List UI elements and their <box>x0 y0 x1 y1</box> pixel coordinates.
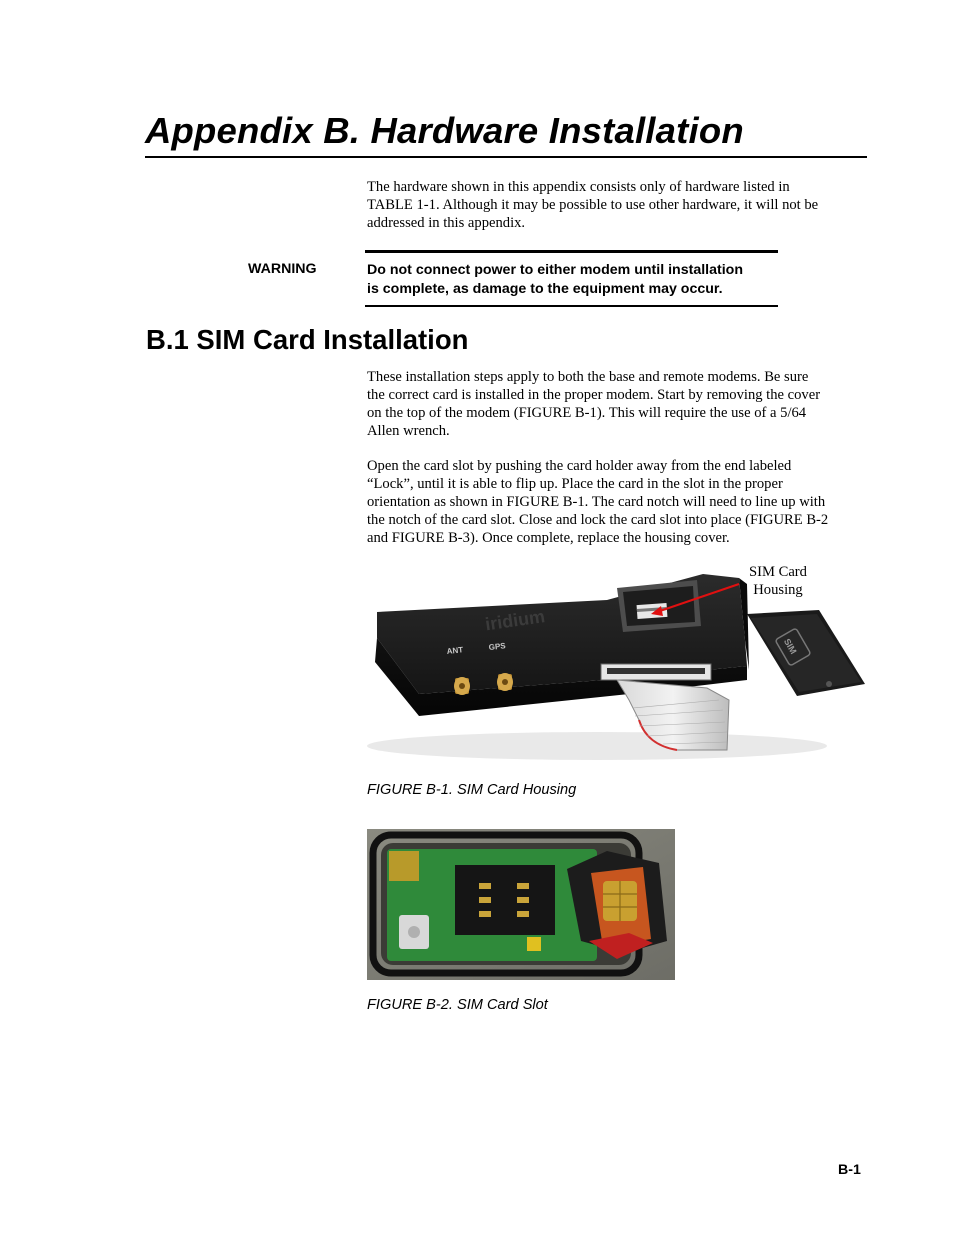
page-title: Appendix B. Hardware Installation <box>145 110 744 151</box>
paragraph-line: Allen wrench. <box>367 423 450 439</box>
intro-paragraph <box>367 178 818 232</box>
callout-line: Housing <box>753 582 803 598</box>
gps-port-label: GPS <box>488 641 507 652</box>
sim-slot-photo <box>367 829 675 980</box>
paragraph-line: orientation as shown in FIGURE B-1. The card notch will need to line up with <box>367 494 826 510</box>
warning-line: is complete, as damage to the equipment may occur. <box>367 280 723 297</box>
sim-housing-window <box>617 580 701 632</box>
intro-line: addressed in this appendix. <box>367 215 526 231</box>
sim-card-housing-callout <box>738 563 818 599</box>
paragraph-line: “Lock”, until it is able to flip up. Place the card in the slot in the proper <box>367 476 783 492</box>
paragraph-line: the notch of the card slot. Close and lock the card slot into place (FIGURE B-2 <box>367 512 829 528</box>
paragraph-line: on the top of the modem (FIGURE B-1). This will require the use of a 5/64 <box>367 405 807 421</box>
sim-cover <box>747 610 865 696</box>
intro-line: The hardware shown in this appendix consists only of hardware listed in <box>367 179 790 195</box>
section-paragraph-2 <box>367 457 828 547</box>
figure-caption: FIGURE B-2. SIM Card Slot <box>367 997 548 1013</box>
cover-sim-label: SIM <box>781 636 799 656</box>
paragraph-line: These installation steps apply to both the base and remote modems. Be sure <box>367 369 809 385</box>
modem-logo: iridium <box>483 606 547 635</box>
intro-line: TABLE 1-1. Although it may be possible to use other hardware, it will not be <box>367 197 819 213</box>
ant-connector-icon <box>454 677 470 695</box>
warning-label: WARNING <box>248 261 317 277</box>
title-rule <box>145 156 867 158</box>
paragraph-line: the correct card is installed in the proper modem. Start by removing the cover <box>367 387 821 403</box>
ant-port-label: ANT <box>446 645 464 656</box>
modem-photo <box>367 570 865 766</box>
section-paragraph-1 <box>367 368 820 440</box>
warning-line: Do not connect power to either modem until installation <box>367 262 743 278</box>
callout-line: SIM Card <box>749 564 807 580</box>
paragraph-line: and FIGURE B-3). Once complete, replace the housing cover. <box>367 530 730 546</box>
paragraph-line: Open the card slot by pushing the card holder away from the end labeled <box>367 458 792 474</box>
section-heading: B.1 SIM Card Installation <box>146 324 469 355</box>
page-number: B-1 <box>838 1162 861 1178</box>
gps-connector-icon <box>497 673 513 691</box>
warning-text <box>367 261 743 298</box>
figure-caption: FIGURE B-1. SIM Card Housing <box>367 782 577 798</box>
